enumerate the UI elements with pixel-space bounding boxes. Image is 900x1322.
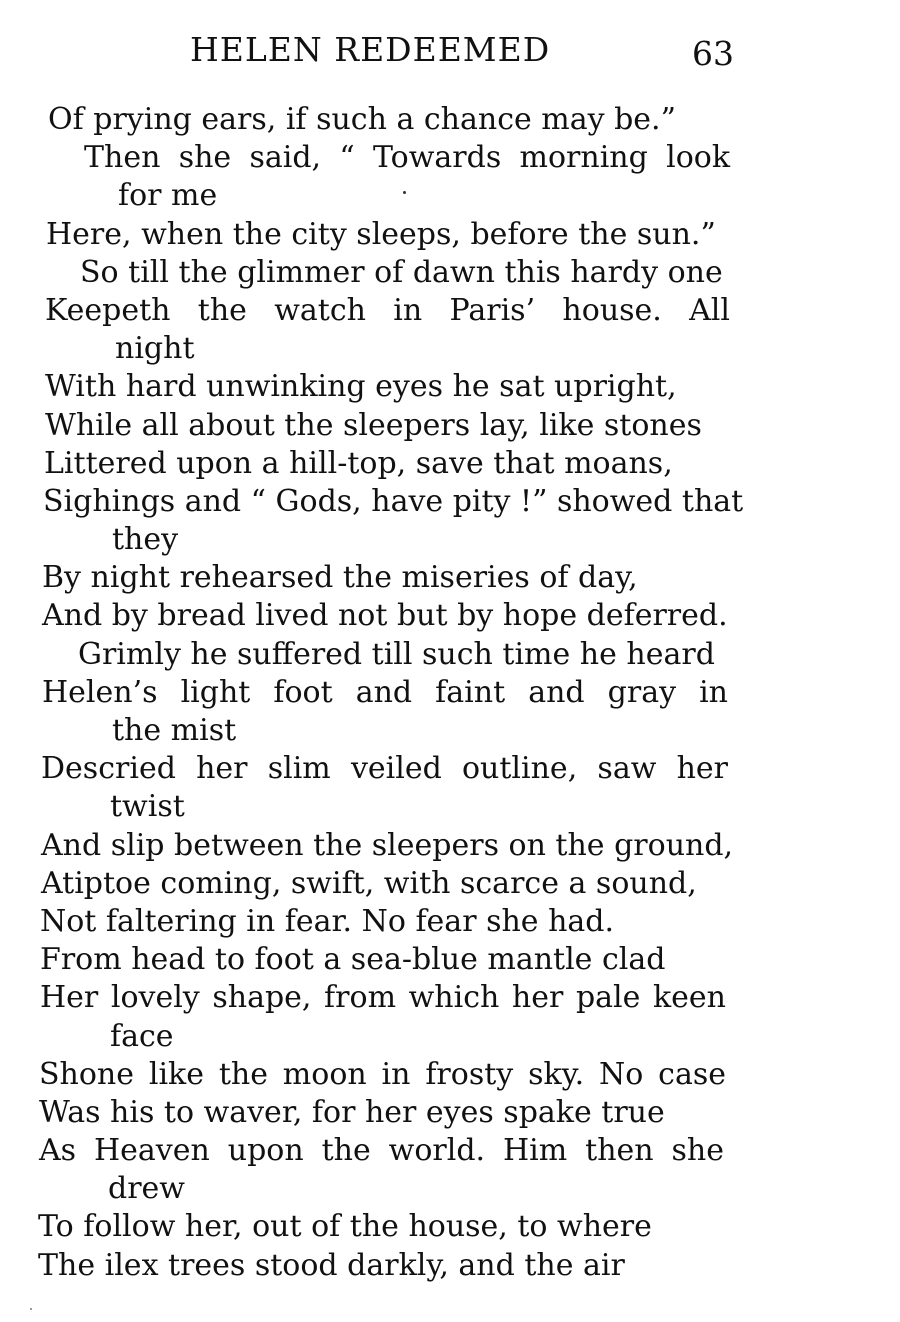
page-number: 63 xyxy=(692,34,734,73)
poem-line: Of prying ears, if such a chance may be.” xyxy=(48,102,676,137)
poem-line: Here, when the city sleeps, before the sun.” xyxy=(46,216,716,252)
poem-line: Keepeth the watch in Paris’ house. All xyxy=(45,292,730,328)
poem-line: Sighings and “ Gods, have pity !” showed that xyxy=(43,483,744,519)
poem-line: Her lovely shape, from which her pale keen xyxy=(40,980,726,1016)
poem-line: Shone like the moon in frosty sky. No case xyxy=(39,1056,726,1092)
poem-line: Helen’s light foot and faint and gray in xyxy=(42,674,728,710)
poem-line: To follow her, out of the house, to where xyxy=(38,1209,652,1245)
page-header xyxy=(0,30,900,74)
poem-line: Littered upon a hill-top, save that moans, xyxy=(44,445,673,481)
poem-line: As Heaven upon the world. Him then she xyxy=(39,1133,724,1169)
poem-line: And slip between the sleepers on the ground, xyxy=(41,827,734,863)
poem-line: The ilex trees stood darkly, and the air xyxy=(38,1247,625,1283)
poem-text xyxy=(0,101,900,1285)
poem-line: And by bread lived not but by hope deferred. xyxy=(42,598,728,634)
poem-line: Atiptoe coming, swift, with scarce a sound, xyxy=(41,865,697,901)
print-speck xyxy=(30,1308,32,1310)
poem-line: for me xyxy=(118,178,218,214)
poem-line: the mist xyxy=(112,713,237,748)
poem-line: Was his to waver, for her eyes spake true xyxy=(39,1094,665,1130)
poem-line: face xyxy=(110,1018,174,1054)
poem-line: they xyxy=(112,522,179,558)
poem-line: Not faltering in fear. No fear she had. xyxy=(40,903,615,939)
poem-line: With hard unwinking eyes he sat upright, xyxy=(45,369,677,405)
running-title: HELEN REDEEMED xyxy=(190,30,551,69)
poem-line: While all about the sleepers lay, like stones xyxy=(45,407,702,443)
poem-line: From head to foot a sea-blue mantle clad xyxy=(40,942,666,978)
poem-line: Descried her slim veiled outline, saw her xyxy=(41,751,728,787)
poem-line: Then she said, “ Towards morning look xyxy=(84,140,730,176)
poem-line: night xyxy=(115,331,195,367)
poem-line: drew xyxy=(108,1171,185,1207)
poem-line: twist xyxy=(110,789,185,825)
print-speck xyxy=(403,191,406,194)
poem-line: By night rehearsed the miseries of day, xyxy=(42,560,638,596)
poem-line: So till the glimmer of dawn this hardy one xyxy=(80,254,723,290)
poem-line: Grimly he suffered till such time he heard xyxy=(78,636,715,672)
